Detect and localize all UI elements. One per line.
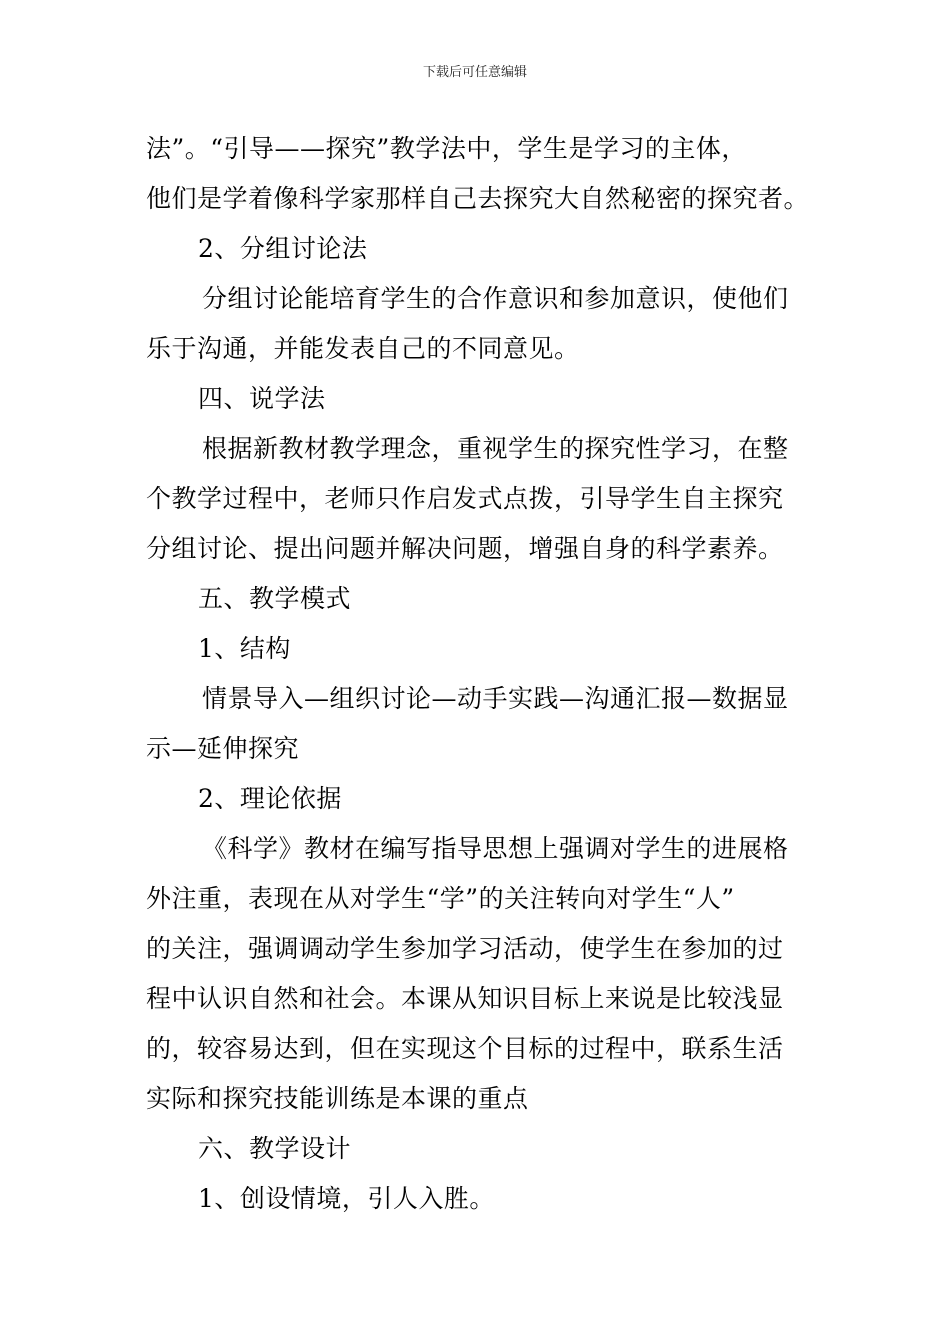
text-line: 外注重，表现在从对学生“学”的关注转向对学生“人”	[146, 884, 735, 913]
text-line: 情景导入—组织讨论—动手实践—沟通汇报—数据显	[202, 684, 789, 713]
text-line: 分组讨论能培育学生的合作意识和参加意识，使他们	[202, 284, 789, 313]
text-line: 《科学》教材在编写指导思想上强调对学生的进展格	[202, 834, 789, 863]
text-line: 的，较容易达到，但在实现这个目标的过程中，联系生活	[146, 1034, 784, 1063]
document-body	[146, 124, 811, 1224]
section-heading: 1、结构	[198, 634, 291, 663]
text-line: 个教学过程中，老师只作启发式点拨，引导学生自主探究	[146, 484, 784, 513]
section-heading: 2、分组讨论法	[198, 234, 368, 263]
text-line: 实际和探究技能训练是本课的重点	[146, 1084, 529, 1113]
section-heading: 2、理论依据	[198, 784, 342, 813]
text-line: 他们是学着像科学家那样自己去探究大自然秘密的探究者。	[146, 184, 810, 213]
text-line: 的关注，强调调动学生参加学习活动，使学生在参加的过	[146, 934, 784, 963]
section-heading: 六、教学设计	[198, 1134, 352, 1163]
section-heading: 五、教学模式	[198, 584, 352, 613]
text-line: 根据新教材教学理念，重视学生的探究性学习，在整	[202, 434, 789, 463]
text-line: 程中认识自然和社会。本课从知识目标上来说是比较浅显	[146, 984, 784, 1013]
section-heading: 四、说学法	[198, 384, 326, 413]
text-line: 分组讨论、提出问题并解决问题，增强自身的科学素养。	[146, 534, 784, 563]
page-header: 下载后可任意编辑	[422, 65, 527, 80]
text-line: 乐于沟通，并能发表自己的不同意见。	[146, 334, 580, 363]
section-heading: 1、创设情境，引人入胜。	[198, 1184, 495, 1213]
text-line: 法”。“引导——探究”教学法中，学生是学习的主体，	[146, 134, 747, 163]
text-line: 示—延伸探究	[146, 734, 300, 763]
